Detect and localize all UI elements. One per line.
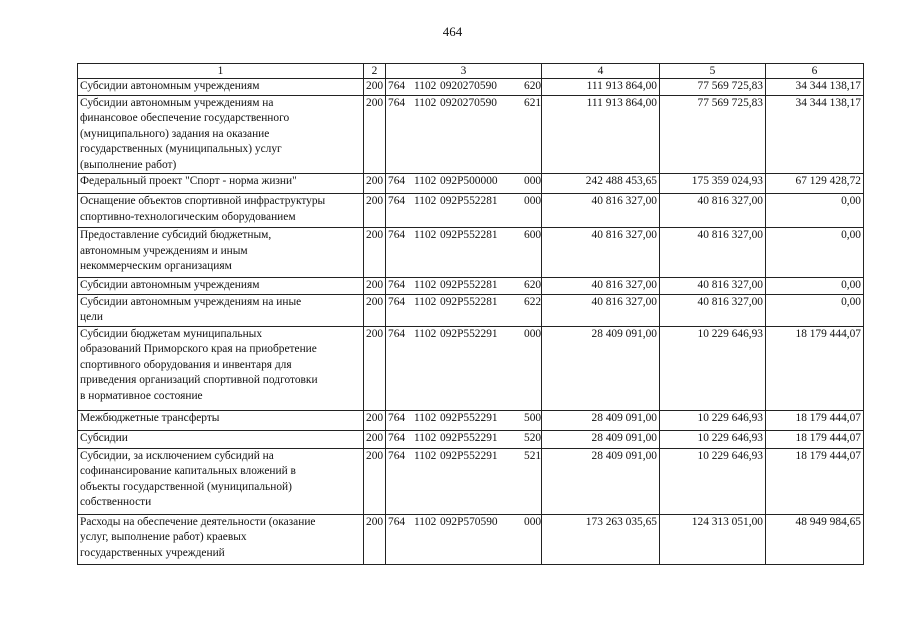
header-row [78, 64, 864, 79]
code-expense-type: 000 [524, 327, 542, 340]
code-target: 0920270590 [440, 80, 497, 92]
row-amount-col6: 18 179 444,07 [766, 448, 864, 514]
budget-table [77, 63, 864, 565]
table-row [78, 174, 864, 194]
row-code-col2: 200 [364, 448, 386, 514]
row-amount-col5: 40 816 327,00 [660, 278, 766, 295]
row-code-col2: 200 [364, 294, 386, 326]
code-gr: 764 [388, 449, 406, 462]
row-amount-col6: 34 344 138,17 [766, 95, 864, 174]
row-amount-col4: 28 409 091,00 [542, 430, 660, 448]
row-budget-code [386, 430, 542, 448]
code-expense-type: 520 [524, 431, 542, 444]
row-amount-col5: 77 569 725,83 [660, 95, 766, 174]
row-amount-col5: 124 313 051,00 [660, 514, 766, 564]
code-target: 092P552281 [440, 295, 498, 308]
code-section: 1102 [414, 195, 437, 207]
code-gr: 764 [388, 195, 406, 207]
code-gr: 764 [388, 295, 406, 308]
column-header: 1 [78, 64, 364, 79]
table-row [78, 294, 864, 326]
row-amount-col6: 18 179 444,07 [766, 326, 864, 410]
row-code-col2: 200 [364, 410, 386, 430]
row-amount-col5: 10 229 646,93 [660, 448, 766, 514]
row-amount-col6: 18 179 444,07 [766, 410, 864, 430]
row-code-col2: 200 [364, 79, 386, 96]
row-budget-code [386, 95, 542, 174]
row-amount-col4: 40 816 327,00 [542, 294, 660, 326]
table-row [78, 79, 864, 96]
row-code-col2: 200 [364, 514, 386, 564]
row-amount-col4: 40 816 327,00 [542, 228, 660, 278]
table-row [78, 448, 864, 514]
code-gr: 764 [388, 80, 406, 92]
code-target: 092P552291 [440, 327, 498, 340]
column-header: 3 [386, 64, 542, 79]
code-section: 1102 [414, 279, 437, 291]
code-expense-type: 600 [524, 229, 542, 241]
row-amount-col6: 18 179 444,07 [766, 430, 864, 448]
row-description: Федеральный проект "Спорт - норма жизни" [78, 174, 364, 194]
code-section: 1102 [414, 80, 437, 92]
row-budget-code [386, 326, 542, 410]
row-description: Оснащение объектов спортивной инфраструктуры спортивно-технологическим оборудованием [78, 194, 364, 228]
code-gr: 764 [388, 96, 406, 109]
row-amount-col6: 0,00 [766, 228, 864, 278]
row-amount-col4: 173 263 035,65 [542, 514, 660, 564]
row-budget-code [386, 410, 542, 430]
code-section: 1102 [414, 449, 437, 462]
table-row [78, 410, 864, 430]
row-budget-code [386, 228, 542, 278]
row-description: Межбюджетные трансферты [78, 410, 364, 430]
column-header: 5 [660, 64, 766, 79]
row-amount-col5: 40 816 327,00 [660, 228, 766, 278]
code-expense-type: 621 [524, 96, 542, 109]
table-row [78, 326, 864, 410]
row-budget-code [386, 448, 542, 514]
row-amount-col4: 28 409 091,00 [542, 326, 660, 410]
code-section: 1102 [414, 431, 437, 444]
code-expense-type: 620 [524, 80, 542, 92]
row-amount-col5: 40 816 327,00 [660, 194, 766, 228]
row-amount-col5: 10 229 646,93 [660, 326, 766, 410]
table-row [78, 95, 864, 174]
row-description: Субсидии бюджетам муниципальных образований Приморского края на приобретение спортивного оборудования и инвентаря для приведения организаций спортивной подготовки в нормативное состояние [78, 326, 364, 410]
row-budget-code [386, 278, 542, 295]
table-row [78, 514, 864, 564]
code-target: 092P570590 [440, 515, 498, 528]
code-section: 1102 [414, 295, 437, 308]
table-row [78, 430, 864, 448]
code-section: 1102 [414, 327, 437, 340]
code-section: 1102 [414, 411, 437, 424]
code-target: 092P552291 [440, 431, 498, 444]
row-amount-col4: 111 913 864,00 [542, 79, 660, 96]
code-gr: 764 [388, 411, 406, 424]
code-gr: 764 [388, 431, 406, 444]
code-section: 1102 [414, 96, 437, 109]
row-amount-col6: 0,00 [766, 278, 864, 295]
row-description: Субсидии автономным учреждениям на иные цели [78, 294, 364, 326]
code-section: 1102 [414, 229, 437, 241]
row-budget-code [386, 514, 542, 564]
code-target: 0920270590 [440, 96, 497, 109]
code-expense-type: 000 [524, 515, 542, 528]
row-description: Субсидии, за исключением субсидий на софинансирование капитальных вложений в объекты государственной (муниципальной) собственности [78, 448, 364, 514]
row-amount-col6: 34 344 138,17 [766, 79, 864, 96]
row-amount-col4: 28 409 091,00 [542, 448, 660, 514]
row-budget-code [386, 294, 542, 326]
code-expense-type: 000 [524, 195, 542, 207]
row-amount-col4: 242 488 453,65 [542, 174, 660, 194]
row-amount-col5: 175 359 024,93 [660, 174, 766, 194]
row-amount-col6: 0,00 [766, 194, 864, 228]
row-description: Предоставление субсидий бюджетным, автономным учреждениям и иным некоммерческим организациям [78, 228, 364, 278]
row-amount-col6: 67 129 428,72 [766, 174, 864, 194]
row-amount-col5: 10 229 646,93 [660, 430, 766, 448]
code-gr: 764 [388, 327, 406, 340]
code-target: 092P552281 [440, 229, 498, 241]
row-code-col2: 200 [364, 278, 386, 295]
column-header: 4 [542, 64, 660, 79]
row-amount-col5: 10 229 646,93 [660, 410, 766, 430]
code-expense-type: 000 [524, 175, 542, 187]
row-budget-code [386, 79, 542, 96]
code-gr: 764 [388, 515, 406, 528]
code-expense-type: 620 [524, 279, 542, 291]
row-code-col2: 200 [364, 326, 386, 410]
code-target: 092P552281 [440, 279, 498, 291]
table-row [78, 278, 864, 295]
code-target: 092P500000 [440, 175, 498, 187]
row-description: Субсидии автономным учреждениям [78, 79, 364, 96]
row-code-col2: 200 [364, 430, 386, 448]
row-code-col2: 200 [364, 174, 386, 194]
table-row [78, 194, 864, 228]
row-description: Расходы на обеспечение деятельности (оказание услуг, выполнение работ) краевых государственных учреждений [78, 514, 364, 564]
page-number: 464 [442, 24, 463, 39]
row-amount-col6: 0,00 [766, 294, 864, 326]
row-description: Субсидии автономным учреждениям [78, 278, 364, 295]
code-expense-type: 622 [524, 295, 542, 308]
row-amount-col5: 77 569 725,83 [660, 79, 766, 96]
code-section: 1102 [414, 515, 437, 528]
code-section: 1102 [414, 175, 437, 187]
row-code-col2: 200 [364, 95, 386, 174]
row-amount-col5: 40 816 327,00 [660, 294, 766, 326]
column-header: 6 [766, 64, 864, 79]
row-budget-code [386, 194, 542, 228]
row-amount-col4: 40 816 327,00 [542, 278, 660, 295]
code-target: 092P552281 [440, 195, 498, 207]
row-description: Субсидии автономным учреждениям на финансовое обеспечение государственного (муниципального) задания на оказание государственных (муниципальных) услуг (выполнение работ) [78, 95, 364, 174]
code-expense-type: 500 [524, 411, 542, 424]
row-amount-col6: 48 949 984,65 [766, 514, 864, 564]
code-gr: 764 [388, 229, 406, 241]
row-description: Субсидии [78, 430, 364, 448]
code-target: 092P552291 [440, 411, 498, 424]
row-amount-col4: 111 913 864,00 [542, 95, 660, 174]
row-amount-col4: 28 409 091,00 [542, 410, 660, 430]
row-code-col2: 200 [364, 194, 386, 228]
code-gr: 764 [388, 175, 406, 187]
row-amount-col4: 40 816 327,00 [542, 194, 660, 228]
code-target: 092P552291 [440, 449, 498, 462]
column-header: 2 [364, 64, 386, 79]
table-row [78, 228, 864, 278]
code-expense-type: 521 [524, 449, 542, 462]
row-budget-code [386, 174, 542, 194]
row-code-col2: 200 [364, 228, 386, 278]
code-gr: 764 [388, 279, 406, 291]
